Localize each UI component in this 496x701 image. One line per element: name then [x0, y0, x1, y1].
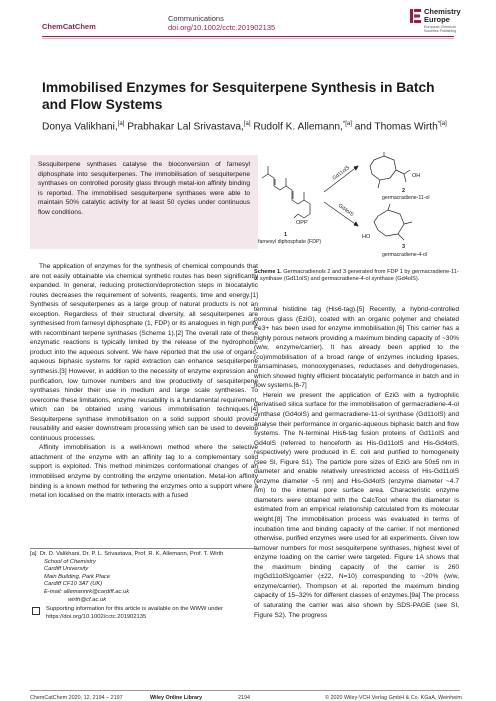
- author-name[interactable]: Prabhakar Lal Srivastava,: [127, 121, 244, 133]
- opp-label: OPP: [296, 220, 308, 226]
- logo-title-2: Europe: [424, 15, 450, 24]
- section-label: Communications: [168, 14, 224, 23]
- compound-3-structure: [374, 204, 412, 240]
- footer-citation: ChemCatChem 2020, 12, 2194 – 2197: [30, 695, 123, 701]
- footer-publisher[interactable]: Wiley Online Library: [150, 695, 203, 701]
- body-paragraph: terminal histidine tag (His6-tag).[5] Recently, a hybrid-controlled porous glass (EziG), coated with an organic polymer and chelated Fe3+ has been used for enzyme immobilisation.[6] This carrier has a highly porous network providing a maximum binding capacity of ~30% (w/w, enzyme/carrier). It has already been applied to the (co)immobilisation of a broad range of enzymes including lipases, transaminases, monooxygenases, reductases and dehydrogenases, which showed highly efficient biocatalytic performance in batch and in flow systems.[6-7]: [254, 306, 459, 390]
- body-paragraph: The application of enzymes for the synthesis of chemical compounds that are not easily obtainable via chemical synthetic routes has been significantly expanded. In general, reducing protection/deprotection steps in biocatalytic routes decreases the requirement of solvents, reagents, time and energy.[1] Synthesis of sesquiterpenes as a large group of natural products is not an exception. Regardless of their structural diversity, all sesquiterpenes are synthesised from farnesyl diphosphate (1, FDP) or its analogues in high purity with recombinant terpene synthases (Scheme 1).[2] The overall rate of these enzymatic reactions is typically limited by the release of the hydrophobic product into the aqueous solvent. We have reported that the use of organic-aqueous biphasic systems for rapid extraction can enhance sesquiterpene synthesis.[3] However, in addition to the necessity of enzyme expression and purification, low turnover numbers and low productivity of sesquiterpene synthases hinder their use in medium and large scale syntheses. To overcome these limitations, enzyme reusability is a fundamental requirement, which can be obtained using various immobilisation techniques.[4] Sesquiterpene synthase immobilisation on a solid support should provide reusability and easier downstream processing which can be used to develop continuous processes.: [30, 263, 258, 442]
- footnote-label: [a]: [30, 551, 37, 557]
- doi-link[interactable]: doi.org/10.1002/cctc.201902135: [168, 23, 276, 32]
- footnote-rule: [30, 548, 258, 549]
- supporting-info-text[interactable]: Supporting information for this article is available on the WWW under https://doi.org/10.1002/cctc.201902135: [46, 606, 223, 620]
- compound-1-name: farnesyl diphosphate (FDP): [258, 239, 322, 245]
- scheme-caption: [254, 269, 459, 284]
- footnote-email-1[interactable]: E-mail: allemannrk@cardiff.ac.uk: [44, 588, 130, 595]
- article-title: Immobilised Enzymes for Sesquiterpene Synthesis in Batch and Flow Systems: [42, 80, 435, 112]
- footnote-university: Cardiff University: [44, 566, 89, 573]
- compound-3-name: germacradiene-4-ol: [382, 252, 427, 258]
- author-affiliation: [a]: [117, 121, 125, 127]
- logo-sub-1: European Chemical: [424, 25, 456, 29]
- scheme-caption-text: Germacradienols 2 and 3 generated from FDP 1 by germacradiene-11-ol synthase (Gd11olS) and germacradiene-4-ol synthase (Gd4olS).: [254, 269, 459, 283]
- author-affiliation: *[a]: [342, 121, 352, 127]
- compound-2-number: 2: [402, 188, 406, 194]
- footnote-city: Cardiff CF10 3AT (UK): [44, 581, 103, 588]
- author-affiliation: *[a]: [437, 121, 447, 127]
- logo-title-1: Chemistry: [424, 7, 461, 16]
- logo-mark-icon: [410, 9, 421, 23]
- compound-1-number: 1: [284, 232, 288, 238]
- author-name[interactable]: Donya Valikhani,: [42, 121, 118, 133]
- header-rule: [42, 36, 454, 37]
- footnote-authors: Dr. D. Valikhani, Dr. P. L. Srivastava, Prof. R. K. Allemann, Prof. T. Wirth: [39, 551, 224, 557]
- footnote-email-2[interactable]: wirth@cf.ac.uk: [68, 596, 107, 603]
- scheme-1-figure: [254, 152, 459, 262]
- affiliation-footnote: [30, 551, 258, 621]
- scheme-caption-label: Scheme 1.: [254, 269, 282, 275]
- supporting-info-icon: [32, 607, 40, 615]
- compound-3-number: 3: [402, 244, 406, 250]
- page-number: 2194: [238, 695, 250, 701]
- oh-label: OH: [412, 173, 421, 179]
- chemistry-europe-logo: [410, 8, 492, 38]
- fdp-structure: [262, 166, 310, 218]
- ho-label: HO: [362, 234, 371, 240]
- author-affiliation: [a]: [243, 121, 251, 127]
- abstract-box: Sesquiterpene synthases catalyse the bioconversion of farnesyl diphosphate into sesquiterpenes. The immobilisation of sesquiterpene synthases on controlled porosity glass through metal-ion affinity binding is reported. The immobilised sesquiterpene synthases were able to maintain 50% catalytic activity for at least 50 cycles under continuous flow conditions.: [30, 155, 258, 249]
- author-list: [42, 121, 472, 132]
- header-center: [168, 14, 275, 32]
- body-paragraph: Herein we present the application of EziG with a hydrophilic derivatised silica surface for the immobilisation of germacradiene-4-ol synthase (Gd4olS) and germacradiene-11-ol synthase (Gd11olS) and analyse their performance in organic-aqueous biphasic batch and flow systems. The N-terminal His6-tag fusion proteins of Gd11olS and Gd4olS (referred to henceforth as His-Gd11olS and His-Gd4olS, respectively) were produced in E. coli and purified to homogeneity (see SI, Figure S1). The particle pore sizes of EziG are 50±5 nm in diameter and enable relatively unrestricted access of His-Gd11olS (enzyme diameter ~5 nm) and His-Gd4olS (enzyme diameter ~4.7 nm) to the internal pore surface area. Characteristic enzyme diameters were obtained with the CalcTool where the diameter is estimated from an empirical relationship calculated from its molecular weight.[8] The immobilisation process was evaluated in terms of incubation time and binding capacity of the carrier. If not mentioned otherwise, purified enzymes were used for all experiments. Given low turnover numbers for most sesquiterpene synthases, highest level of enzyme loading on the carrier were targeted. Figure 1A shows that the maximum binding capacity of the carrier is 260 mgGd11olS/gcarrier (±22, N=10) corresponding to ~20% (w/w, enzyme/carrier). Thompson et al. reported the maximum binding capacity of 15–32% for different classes of enzymes.[9a] The process of saturating the carrier was also shown by SDS-PAGE (see SI, Figure S2). The progress: [254, 391, 459, 619]
- footer-rule: [30, 690, 460, 691]
- compound-2-structure: [370, 152, 410, 188]
- compound-2-name: germacradiene-11-ol: [382, 195, 430, 201]
- body-column-left: [30, 262, 258, 501]
- logo-sub-2: Societies Publishing: [424, 29, 457, 33]
- footnote-building: Main Building, Park Place: [44, 573, 111, 580]
- enzyme-label-top: Gd11olS: [331, 164, 352, 182]
- footnote-school: School of Chemistry: [44, 558, 96, 565]
- journal-name: ChemCatChem: [42, 22, 96, 31]
- enzyme-label-bottom: Gd4olS: [336, 202, 355, 218]
- header-rule-secondary: [42, 38, 454, 39]
- footer-copyright: © 2020 Wiley-VCH Verlag GmbH & Co. KGaA, Weinheim: [325, 695, 462, 701]
- body-column-right: [254, 305, 459, 620]
- body-paragraph: Affinity immobilisation is a well-known method where the selective attachment of the enzyme with an affinity tag to a complementary solid support is exploited. This method minimizes conformational changes of an immobilised enzyme by controlling the enzyme orientation. Metal-ion affinity binding is a known method for tethering the enzymes onto a support where a metal ion localised on the matrix interacts with a fused: [30, 444, 258, 500]
- author-name[interactable]: Rudolf K. Allemann,: [253, 121, 343, 133]
- author-name[interactable]: and Thomas Wirth: [354, 121, 438, 133]
